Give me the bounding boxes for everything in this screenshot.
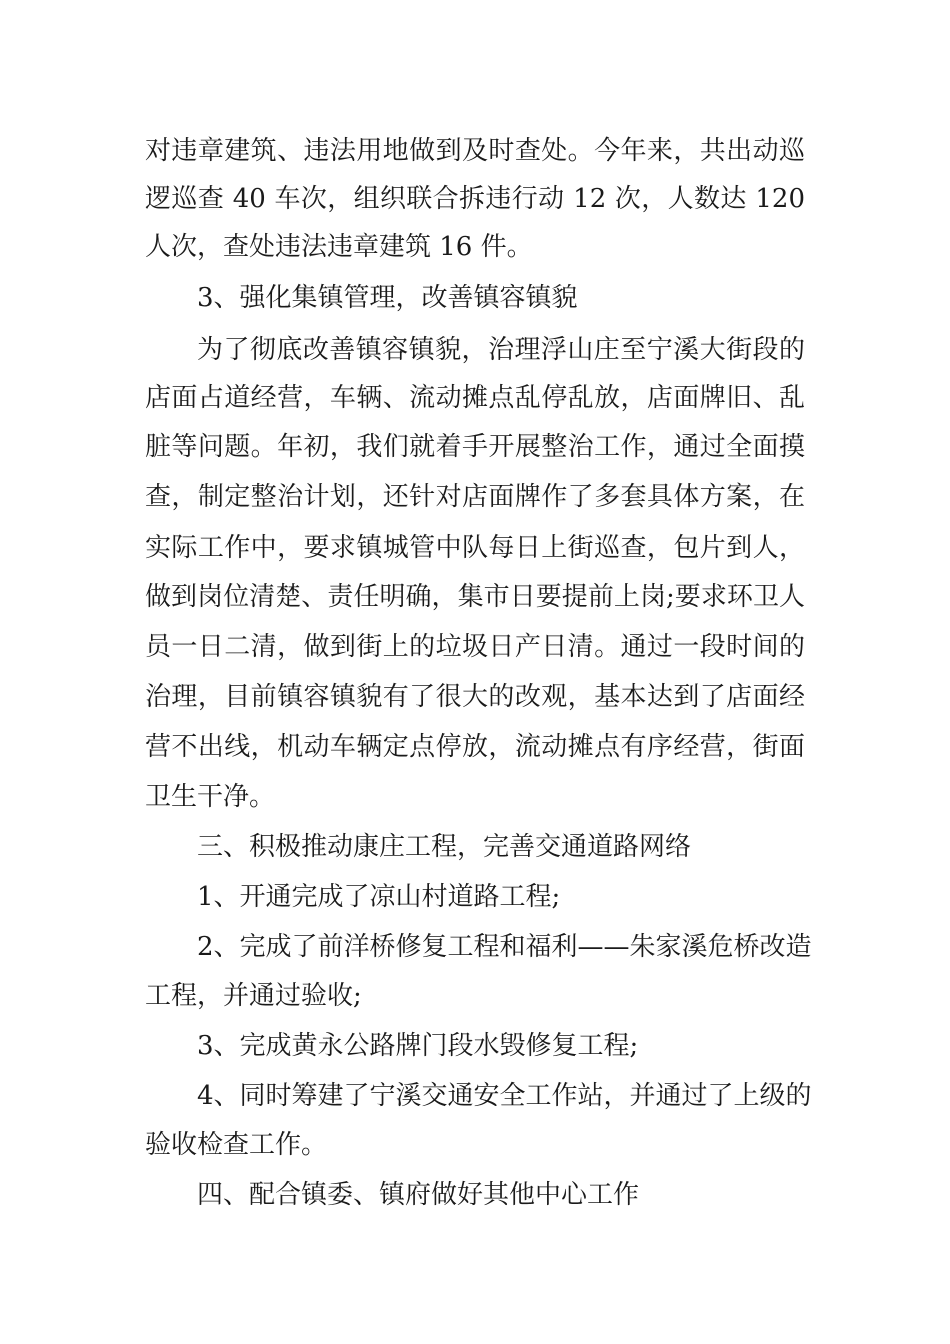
- text-line: 营不出线，机动车辆定点停放，流动摊点有序经营，街面: [145, 732, 805, 762]
- list-item: 3、完成黄永公路牌门段水毁修复工程;: [197, 1031, 639, 1061]
- text-line: 店面占道经营，车辆、流动摊点乱停乱放，店面牌旧、乱: [145, 383, 805, 413]
- text-line: 工程，并通过验收;: [145, 981, 362, 1011]
- text-line: 为了彻底改善镇容镇貌，治理浮山庄至宁溪大街段的: [197, 335, 805, 365]
- list-item: 4、同时筹建了宁溪交通安全工作站，并通过了上级的: [197, 1081, 812, 1111]
- section-heading: 3、强化集镇管理，改善镇容镇貌: [197, 283, 578, 313]
- text-line: 逻巡查 40 车次，组织联合拆违行动 12 次，人数达 120: [145, 184, 805, 214]
- text-line: 验收检查工作。: [145, 1130, 328, 1160]
- text-line: 做到岗位清楚、责任明确，集市日要提前上岗;要求环卫人: [145, 582, 805, 612]
- section-heading: 三、积极推动康庄工程，完善交通道路网络: [197, 832, 692, 862]
- list-item: 2、完成了前洋桥修复工程和福利——朱家溪危桥改造: [197, 932, 812, 962]
- text-line: 对违章建筑、违法用地做到及时查处。今年来，共出动巡: [145, 136, 805, 166]
- text-line: 查，制定整治计划，还针对店面牌作了多套具体方案，在: [145, 482, 805, 512]
- section-heading: 四、配合镇委、镇府做好其他中心工作: [197, 1180, 640, 1210]
- list-item: 1、开通完成了凉山村道路工程;: [197, 882, 561, 912]
- text-line: 卫生干净。: [145, 782, 276, 812]
- text-line: 人次，查处违法违章建筑 16 件。: [145, 232, 533, 262]
- text-line: 脏等问题。年初，我们就着手开展整治工作，通过全面摸: [145, 432, 805, 462]
- text-line: 员一日二清，做到街上的垃圾日产日清。通过一段时间的: [145, 632, 805, 662]
- text-line: 治理，目前镇容镇貌有了很大的改观，基本达到了店面经: [145, 682, 805, 712]
- text-line: 实际工作中，要求镇城管中队每日上街巡查，包片到人，: [145, 533, 805, 563]
